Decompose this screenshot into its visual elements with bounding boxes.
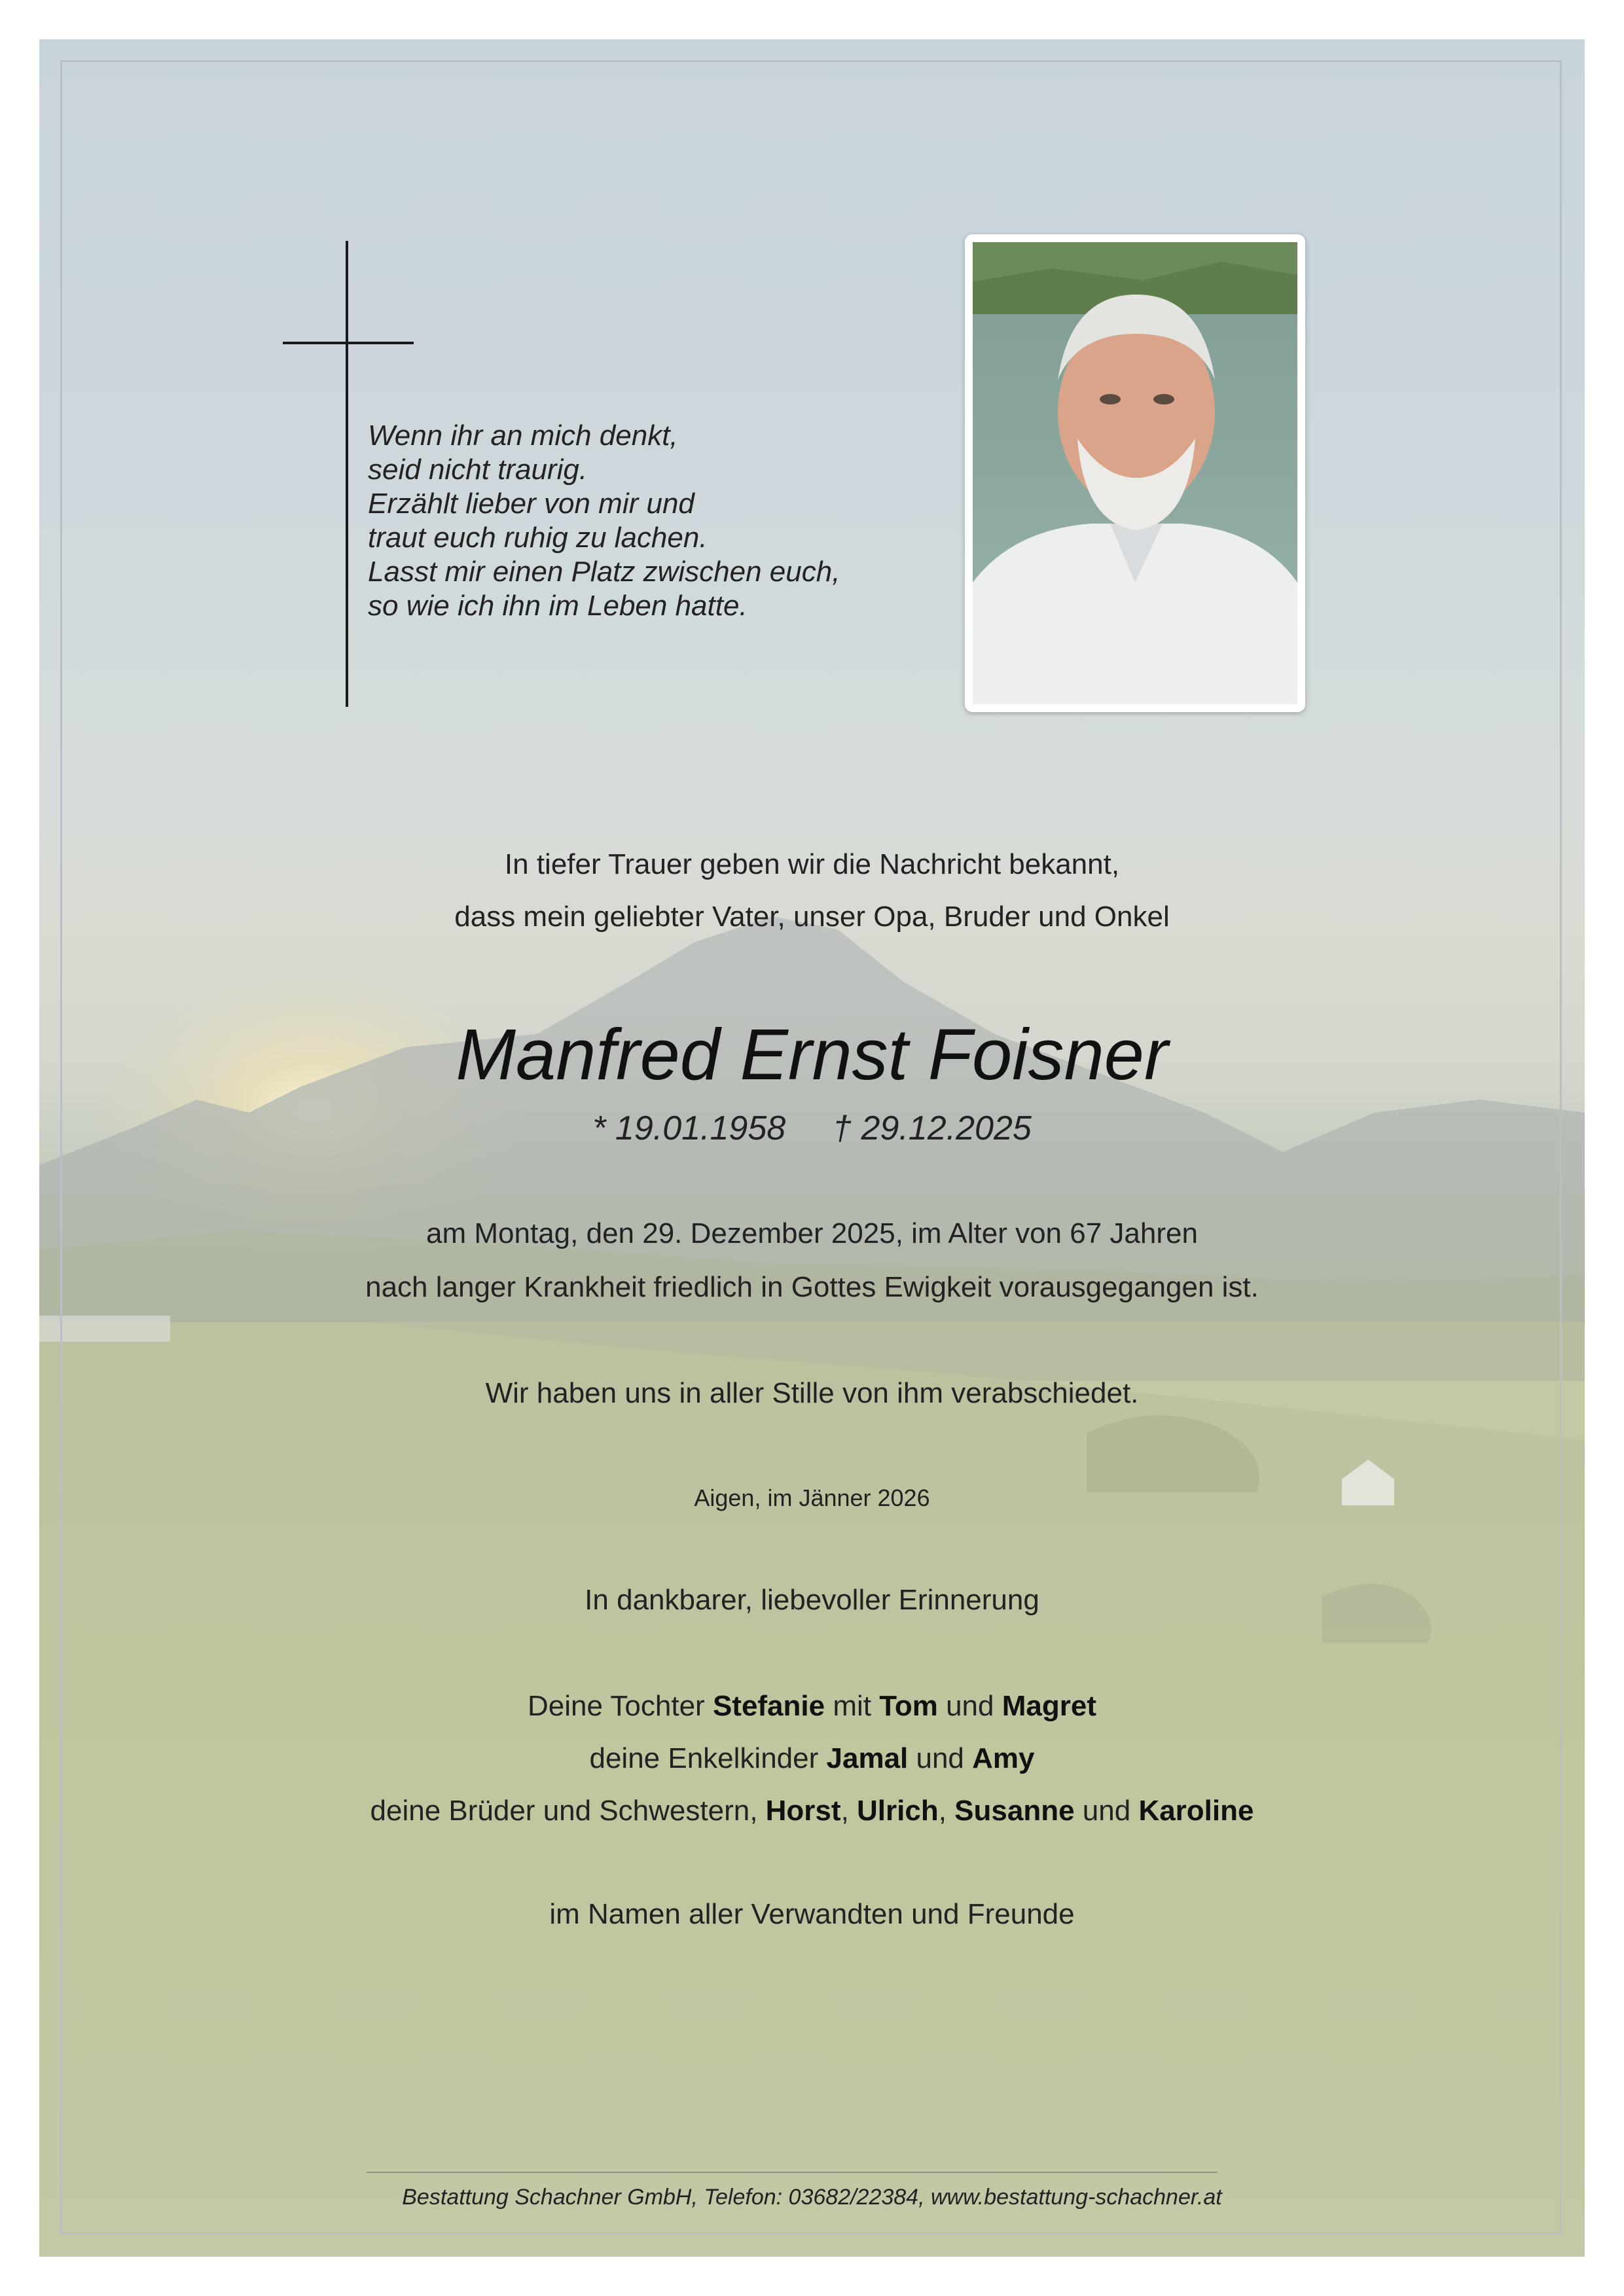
intro-line-2: dass mein geliebter Vater, unser Opa, Bruder und Onkel [454, 901, 1170, 933]
death-date: † 29.12.2025 [833, 1109, 1032, 1147]
mourner-name: Ulrich [857, 1795, 939, 1827]
birth-date: * 19.01.1958 [592, 1109, 786, 1147]
farewell-text: Wir haben uns in aller Stille von ihm verabschiedet. [485, 1377, 1139, 1409]
mourners-line-3 [0, 1795, 1624, 1827]
deceased-name: Manfred Ernst Foisner [456, 1014, 1168, 1095]
text: Deine Tochter [528, 1690, 713, 1722]
text: mit [825, 1690, 880, 1722]
mourner-name: Susanne [954, 1795, 1075, 1827]
mourner-name: Karoline [1138, 1795, 1254, 1827]
mourner-name: Horst [765, 1795, 841, 1827]
mourner-name: Amy [972, 1742, 1035, 1774]
mourner-name: Magret [1001, 1690, 1096, 1722]
text: deine Enkelkinder [589, 1742, 827, 1774]
poem-line: traut euch ruhig zu lachen. [368, 522, 708, 554]
portrait-image [973, 242, 1297, 704]
text: und [908, 1742, 973, 1774]
mourner-name: Stefanie [712, 1690, 825, 1722]
death-notice-line-1: am Montag, den 29. Dezember 2025, im Alter von 67 Jahren [426, 1217, 1198, 1249]
portrait-photo [965, 234, 1305, 712]
text: , [840, 1795, 857, 1827]
footer-contact: Bestattung Schachner GmbH, Telefon: 03682/22384, www.bestattung-schachner.at [402, 2185, 1222, 2210]
death-notice-line-2: nach langer Krankheit friedlich in Gottes Ewigkeit vorausgegangen ist. [365, 1271, 1259, 1303]
intro-line-1: In tiefer Trauer geben wir die Nachricht bekannt, [504, 848, 1120, 880]
text: deine Brüder und Schwestern, [370, 1795, 766, 1827]
text: , [938, 1795, 955, 1827]
closing-text: im Namen aller Verwandten und Freunde [549, 1898, 1075, 1930]
poem-line: Erzählt lieber von mir und [368, 488, 695, 520]
memorial-poem [368, 419, 957, 623]
poem-line: so wie ich ihn im Leben hatte. [368, 590, 748, 622]
life-dates [0, 1109, 1624, 1148]
mourners-line-2 [0, 1742, 1624, 1775]
poem-line: Wenn ihr an mich denkt, [368, 420, 678, 452]
place-date: Aigen, im Jänner 2026 [694, 1484, 930, 1511]
mourner-name: Jamal [826, 1742, 909, 1774]
poem-line: Lasst mir einen Platz zwischen euch, [368, 556, 840, 588]
text: und [1074, 1795, 1139, 1827]
mourners-line-1 [0, 1690, 1624, 1723]
text: und [937, 1690, 1002, 1722]
footer-divider [367, 2172, 1218, 2173]
mourner-name: Tom [879, 1690, 938, 1722]
remembrance-text: In dankbarer, liebevoller Erinnerung [585, 1584, 1039, 1616]
poem-line: seid nicht traurig. [368, 454, 588, 486]
